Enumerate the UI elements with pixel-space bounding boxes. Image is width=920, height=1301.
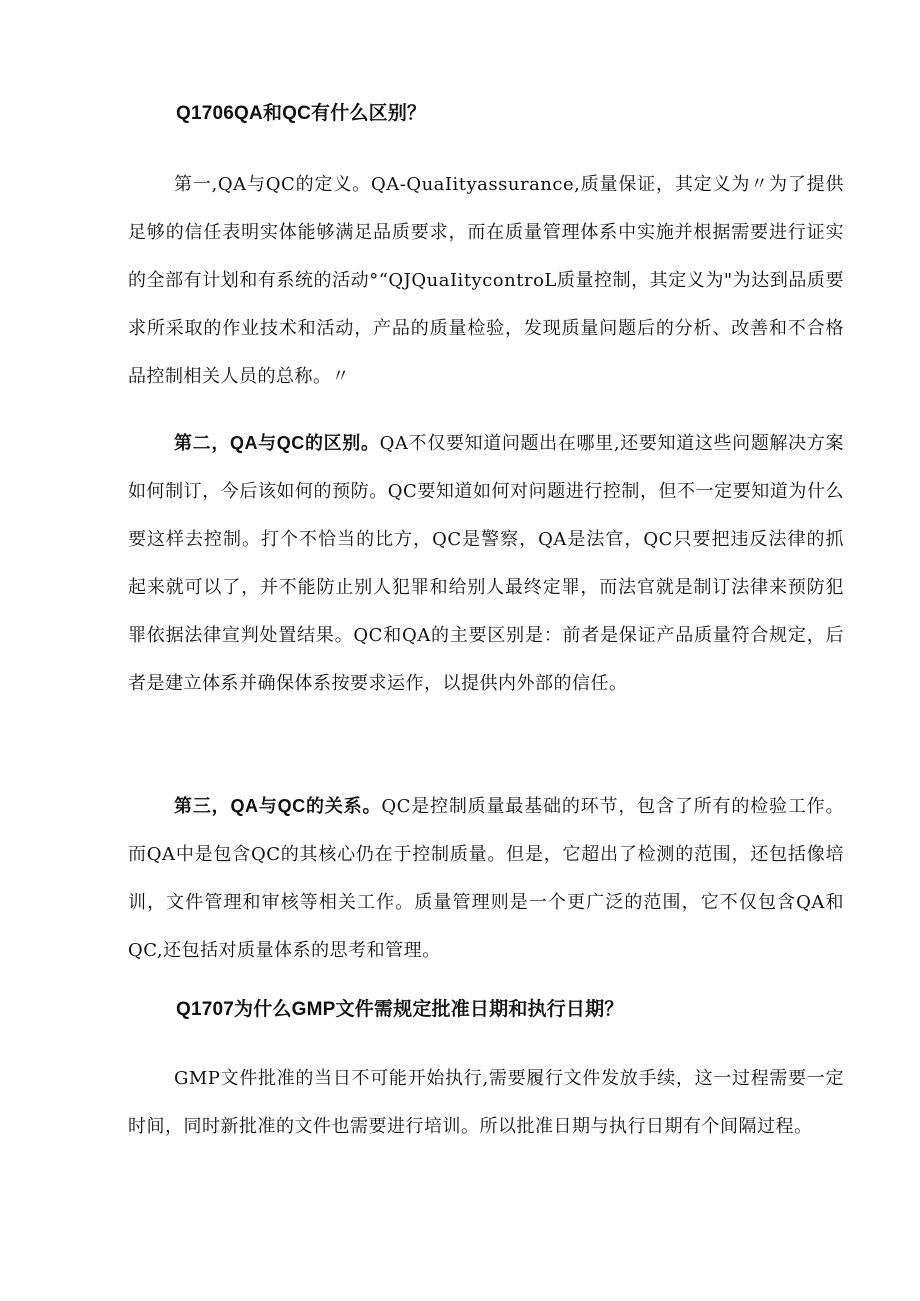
paragraph-qa-qc-definition [128, 161, 844, 401]
question-heading-q1706: Q1706QA和QC有什么区别？ [176, 103, 427, 124]
paragraph-gmp-dates [128, 1055, 844, 1151]
paragraph-lead: 第三，QA与QC的关系。 [174, 796, 382, 816]
paragraph-body: 第一,QA与QC的定义。QA-QuaIityassurance,质量保证，其定义为〃为了提供足够的信任表明实体能够满足品质要求，而在质量管理体系中实施并根据需要进行证实的全部有计划和有系统的活动°“QJQuaIitycontroL质量控制，其定义为"为达到品质要求所采取的作业技术和活动，产品的质量检验，发现质量问题后的分析、改善和不合格品控制相关人员的总称。〃 [128, 174, 844, 387]
question-heading-q1707: Q1707为什么GMP文件需规定批准日期和执行日期？ [176, 999, 624, 1020]
paragraph-body: QC是控制质量最基础的环节，包含了所有的检验工作。而QA中是包含QC的其核心仍在于控制质量。但是，它超出了检测的范围，还包括像培训，文件管理和审核等相关工作。质量管理则是一个更广泛的范围，它不仅包含QA和QC,还包括对质量体系的思考和管理。 [128, 796, 844, 961]
paragraph-body: QA不仅要知道问题出在哪里,还要知道这些问题解决方案如何制订，今后该如何的预防。QC要知道如何对问题进行控制，但不一定要知道为什么要这样去控制。打个不恰当的比方，QC是警察，QA是法官，QC只要把违反法律的抓起来就可以了，并不能防止别人犯罪和给别人最终定罪，而法官就是制订法律来预防犯罪依据法律宣判处置结果。QC和QA的主要区别是：前者是保证产品质量符合规定，后者是建立体系并确保体系按要求运作，以提供内外部的信任。 [128, 433, 844, 694]
paragraph-lead: 第二，QA与QC的区别。 [174, 433, 380, 453]
paragraph-qa-qc-relationship [128, 782, 844, 975]
paragraph-body: GMP文件批准的当日不可能开始执行,需要履行文件发放手续，这一过程需要一定时间，同时新批准的文件也需要进行培训。所以批准日期与执行日期有个间隔过程。 [128, 1068, 844, 1137]
paragraph-qa-qc-difference [128, 419, 844, 708]
